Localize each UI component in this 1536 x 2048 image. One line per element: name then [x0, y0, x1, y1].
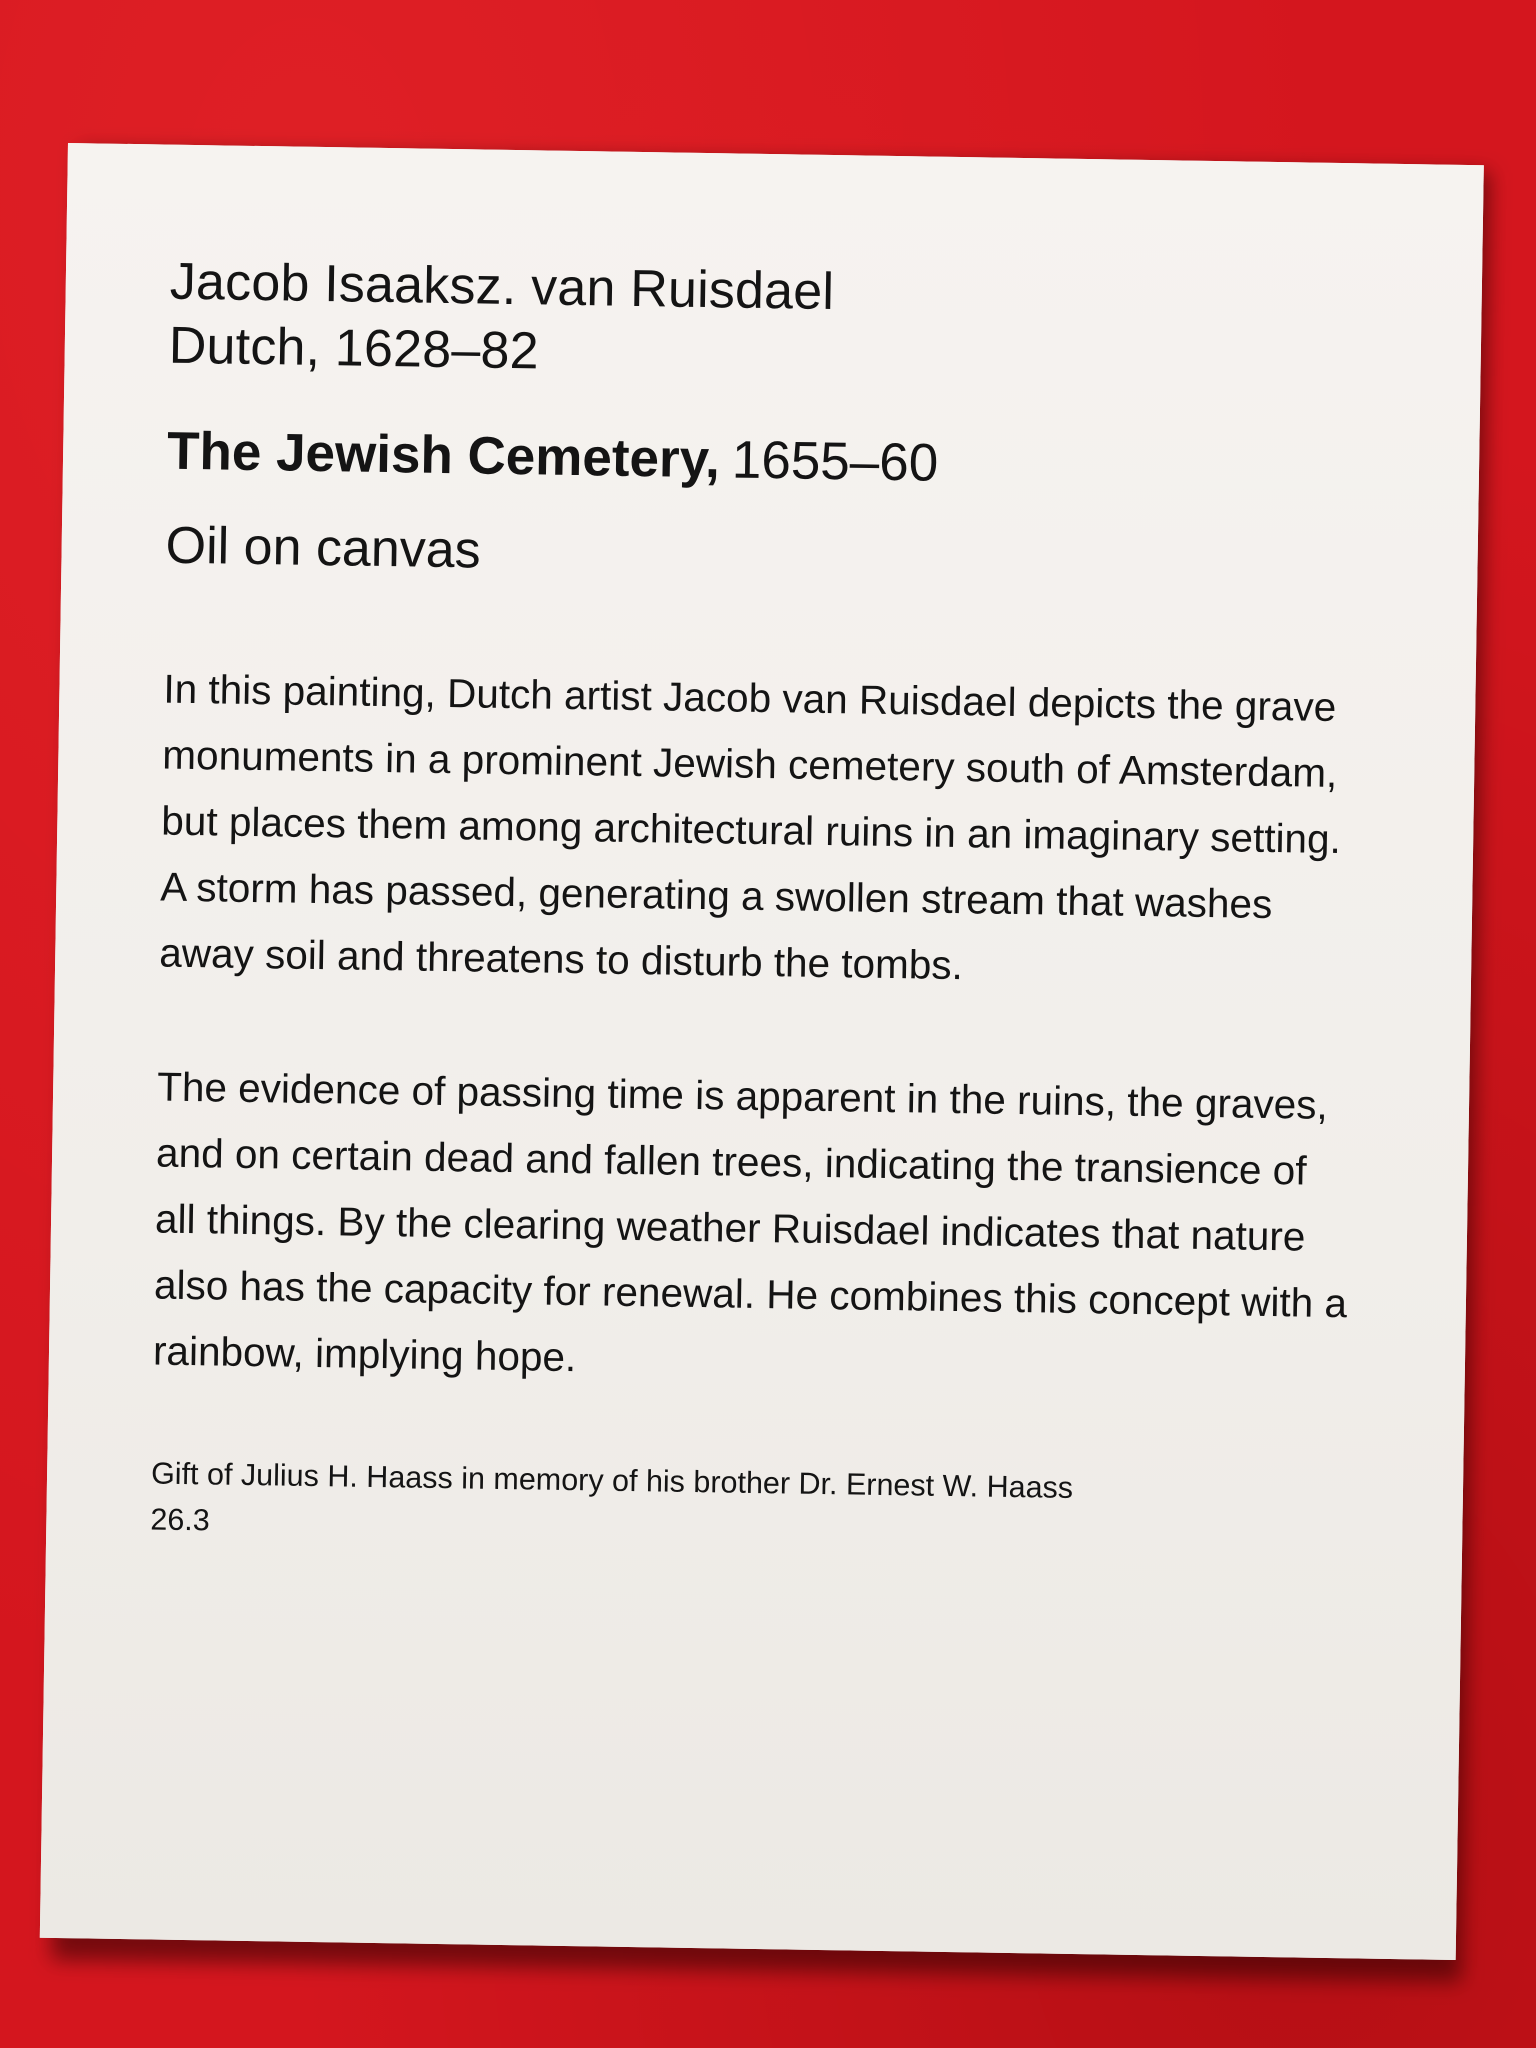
artwork-title-line [167, 420, 1370, 503]
credit-line: Gift of Julius H. Haass in memory of his brother Dr. Ernest W. Haass [150, 1456, 1074, 1505]
artwork-date: 1655–60 [731, 430, 939, 493]
museum-wall-label [40, 143, 1484, 1960]
artist-name: Jacob Isaaksz. van Ruisdael [169, 252, 835, 322]
artwork-title: The Jewish Cemetery, [166, 421, 721, 490]
description-paragraph-1: In this painting, Dutch artist Jacob van Ruisdael depicts the grave monuments in a prominent Jewish cemetery south of Amsterdam, but places them among architectural ruins in an imaginary setting. A storm has passed, generating a swollen stream that washes away soil and threatens to disturb the tombs. [158, 665, 1342, 989]
artwork-medium: Oil on canvas [165, 516, 482, 580]
description-paragraph-2: The evidence of passing time is apparent in the ruins, the graves, and on certain dead and fallen trees, indicating the transience of all things. By the clearing weather Ruisdael indicates that nature also has the capacity for renewal. He combines this concept with a rainbow, implying hope. [152, 1063, 1348, 1381]
artist-nationality-dates: Dutch, 1628–82 [168, 316, 540, 381]
accession-number: 26.3 [150, 1502, 211, 1538]
